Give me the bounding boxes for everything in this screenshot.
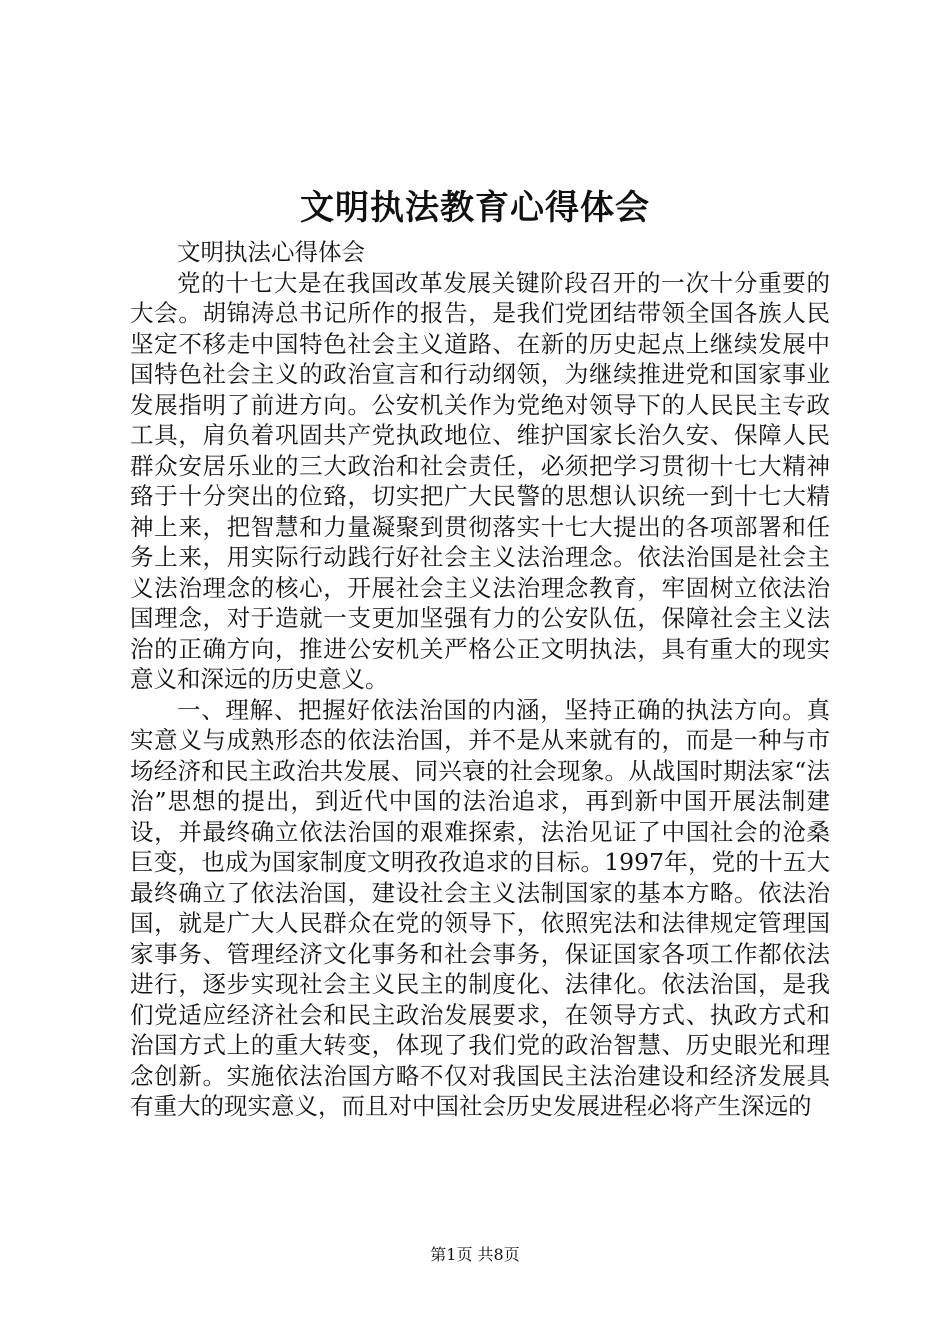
body-paragraph: 一、理解、把握好依法治国的内涵，坚持正确的执法方向。真实意义与成熟形态的依法治国，并不是从来就有的，而是一种与市场经济和民主政治共发展、同兴衰的社会现象。从战国时期法家“法治”思想的提出，到近代中国的法治追求，再到新中国开展法制建设，并最终确立依法治国的艰难探索，法治见证了中国社会的沧桑巨变，也成为国家制度文明孜孜追求的目标。1997年，党的十五大最终确立了依法治国，建设社会主义法制国家的基本方略。依法治国，就是广大人民群众在党的领导下，依照宪法和法律规定管理国家事务、管理经济文化事务和社会事务，保证国家各项工作都依法进行，逐步实现社会主义民主的制度化、法律化。依法治国，是我们党适应经济社会和民主政治发展要求，在领导方式、执政方式和治国方式上的重大转变，体现了我们党的政治智慧、历史眼光和理念创新。实施依法治国方略不仅对我国民主法治建设和经济发展具有重大的现实意义，而且对中国社会历史发展进程必将产生深远的 [130, 695, 830, 1120]
page-title: 文明执法教育心得体会 [300, 188, 650, 228]
body-paragraph: 党的十七大是在我国改革发展关键阶段召开的一次十分重要的大会。胡锦涛总书记所作的报告，是我们党团结带领全国各族人民坚定不移走中国特色社会主义道路、在新的历史起点上继续发展中国特色社会主义的政治宣言和行动纲领，为继续推进党和国家事业发展指明了前进方向。公安机关作为党绝对领导下的人民民主专政工具，肩负着巩固共产党执政地位、维护国家长治久安、保障人民群众安居乐业的三大政治和社会责任，必须把学习贯彻十七大精神臵于十分突出的位臵，切实把广大民警的思想认识统一到十七大精神上来，把智慧和力量凝聚到贯彻落实十七大提出的各项部署和任务上来，用实际行动践行好社会主义法治理念。依法治国是社会主义法治理念的核心，开展社会主义法治理念教育，牢固树立依法治国理念，对于造就一支更加坚强有力的公安队伍，保障社会主义法治的正确方向，推进公安机关严格公正文明执法，具有重大的现实意义和深远的历史意义。 [130, 268, 830, 693]
document-body [130, 237, 830, 1122]
subtitle-paragraph: 文明执法心得体会 [177, 238, 365, 266]
page-footer: 第1页 共8页 [430, 1245, 520, 1264]
